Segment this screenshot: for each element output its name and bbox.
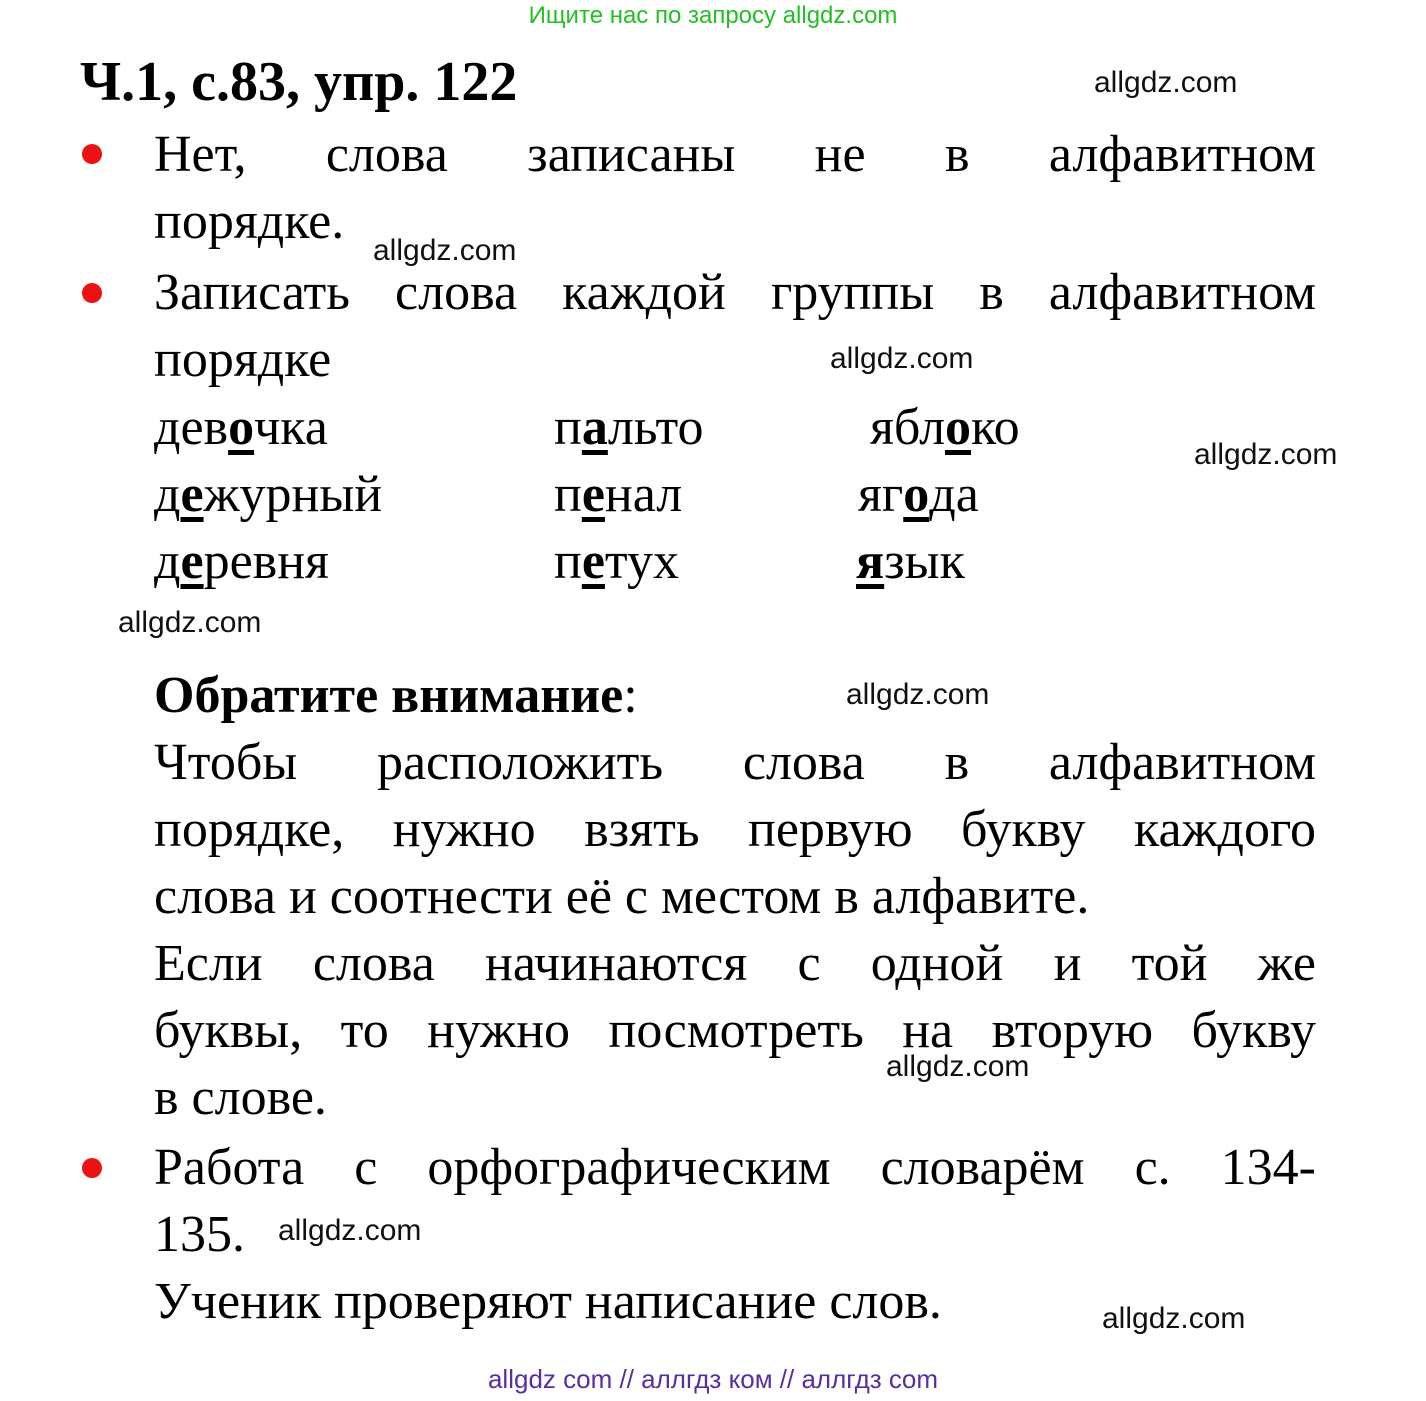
word-derevnya — [154, 528, 329, 595]
word-dezhurny — [154, 461, 382, 528]
watermark: allgdz.com — [373, 234, 517, 267]
item2-line1: Записать слова каждой группы в алфавитном — [154, 264, 1316, 321]
text-fragment: ревня — [203, 533, 329, 590]
text-fragment: тух — [604, 533, 679, 590]
page-title: Ч.1, с.83, упр. 122 — [80, 51, 518, 113]
word-palto — [554, 394, 704, 461]
word-yagoda — [858, 461, 979, 528]
footer-links[interactable]: allgdz com // аллгдз ком // аллгдз com — [487, 1364, 939, 1394]
highlighted-letter: е — [180, 533, 204, 590]
item3-line3: Ученик проверяют написание слов. — [154, 1273, 942, 1330]
highlighted-letter: е — [180, 466, 204, 523]
text-fragment: зык — [884, 533, 965, 590]
watermark: allgdz.com — [846, 678, 990, 711]
item2-line2: порядке — [154, 331, 332, 388]
text-fragment: п — [554, 466, 582, 523]
item3-line1: Работа с орфографическим словарём с. 134- — [154, 1139, 1316, 1196]
highlighted-letter: а — [581, 399, 608, 456]
watermark: allgdz.com — [278, 1214, 422, 1247]
watermark: allgdz.com — [1102, 1302, 1246, 1335]
item1-line2: порядке. — [154, 193, 345, 250]
note-heading — [154, 662, 638, 729]
note-line5: буквы, то нужно посмотреть на вторую букву — [154, 1002, 1316, 1059]
watermark: allgdz.com — [1194, 438, 1338, 471]
text-fragment: д — [154, 533, 181, 590]
top-banner[interactable]: Ищите нас по запросу allgdz.com — [528, 2, 898, 29]
text-fragment: ко — [971, 399, 1020, 456]
note-line2: порядке, нужно взять первую букву каждого — [154, 801, 1316, 858]
text-fragment: Обратите внимание — [154, 667, 624, 724]
text-fragment: нал — [604, 466, 683, 523]
note-line3: слова и соотнести её с местом в алфавите. — [154, 868, 1090, 925]
note-line1: Чтобы расположить слова в алфавитном — [154, 734, 1316, 791]
text-fragment: льто — [607, 399, 704, 456]
item3-line2: 135. — [154, 1206, 245, 1263]
note-line4: Если слова начинаются с одной и той же — [154, 935, 1316, 992]
word-petukh — [554, 528, 679, 595]
text-fragment: журный — [203, 466, 383, 523]
text-fragment: ябл — [870, 399, 946, 456]
watermark: allgdz.com — [830, 342, 974, 375]
bullet-icon — [82, 1158, 102, 1178]
watermark: allgdz.com — [1094, 66, 1238, 99]
item1-line1: Нет, слова записаны не в алфавитном — [154, 126, 1316, 183]
word-yazyk — [856, 528, 965, 595]
text-fragment: да — [929, 466, 979, 523]
text-fragment: : — [623, 667, 638, 724]
text-fragment: п — [554, 533, 582, 590]
highlighted-letter: о — [903, 466, 930, 523]
bullet-icon — [82, 283, 102, 303]
watermark: allgdz.com — [886, 1050, 1030, 1083]
highlighted-letter: е — [581, 466, 605, 523]
text-fragment: чка — [254, 399, 328, 456]
text-fragment: п — [554, 399, 582, 456]
text-fragment: яг — [858, 466, 904, 523]
note-line6: в слове. — [154, 1069, 327, 1126]
word-devochka — [154, 394, 328, 461]
highlighted-letter: о — [228, 399, 255, 456]
bullet-icon — [82, 144, 102, 164]
watermark: allgdz.com — [118, 606, 262, 639]
text-fragment: дев — [154, 399, 229, 456]
highlighted-letter: е — [581, 533, 605, 590]
text-fragment: д — [154, 466, 181, 523]
highlighted-letter: о — [945, 399, 972, 456]
highlighted-letter: я — [856, 533, 885, 590]
word-penal — [554, 461, 682, 528]
word-yabloko — [870, 394, 1020, 461]
